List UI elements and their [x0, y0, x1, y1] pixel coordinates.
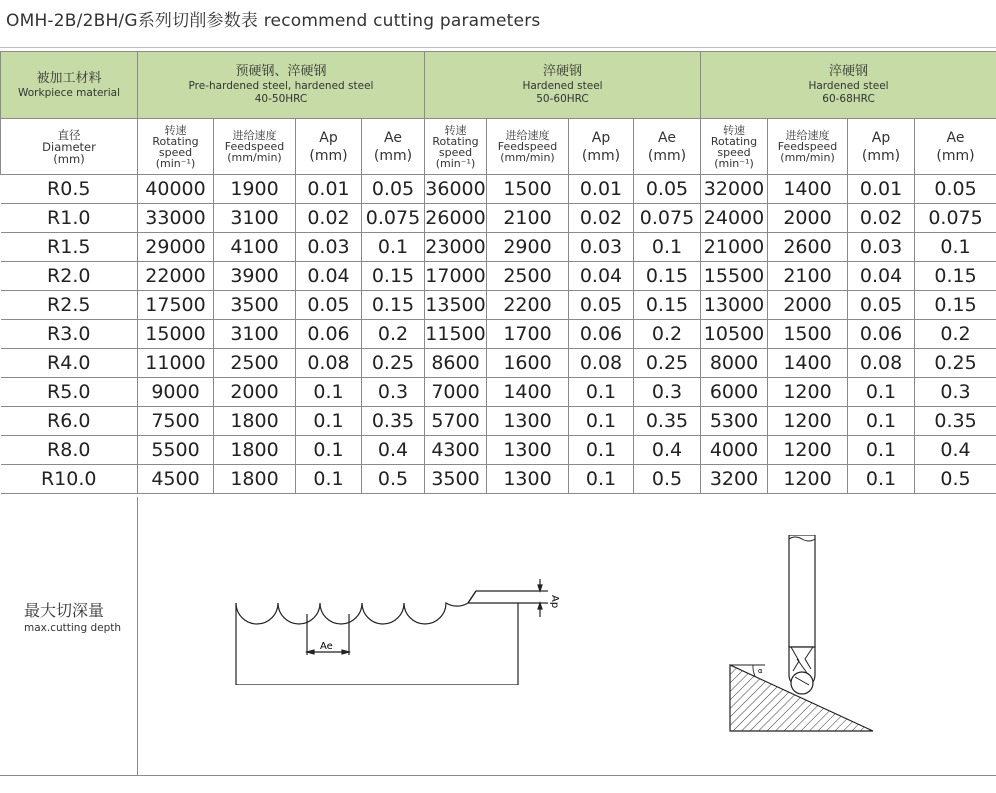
header-text: Ap [871, 129, 891, 146]
value-cell: 0.15 [634, 291, 701, 320]
value-cell: 1200 [768, 436, 848, 465]
value-cell: 29000 [138, 233, 214, 262]
value-cell: 1800 [214, 436, 296, 465]
header-text: Ae [658, 129, 676, 146]
value-cell: 5700 [425, 407, 487, 436]
header-text: (min⁻¹) [435, 156, 476, 170]
value-cell: 0.01 [848, 175, 915, 204]
value-cell: 0.03 [296, 233, 362, 262]
value-cell: 0.1 [296, 436, 362, 465]
diameter-en: Diameter [42, 139, 96, 154]
value-cell: 9000 [138, 378, 214, 407]
alpha-label: α [758, 667, 763, 675]
subheader-row [1, 119, 996, 175]
group-hrc: 40-50HRC [254, 93, 308, 105]
header-text: speed [438, 145, 473, 159]
value-cell: 0.06 [569, 320, 634, 349]
value-cell: 21000 [701, 233, 768, 262]
value-cell: 0.04 [569, 262, 634, 291]
rotating-speed-header [425, 119, 487, 175]
value-cell: 0.08 [296, 349, 362, 378]
value-cell: 0.06 [848, 320, 915, 349]
value-cell: 0.05 [848, 291, 915, 320]
value-cell: 4300 [425, 436, 487, 465]
diameter-cell: R10.0 [1, 465, 138, 494]
value-cell: 23000 [425, 233, 487, 262]
value-cell: 0.1 [634, 233, 701, 262]
value-cell: 0.05 [915, 175, 996, 204]
value-cell: 0.03 [848, 233, 915, 262]
table-row [1, 233, 996, 262]
value-cell: 2500 [487, 262, 569, 291]
header-text: 进给速度 [785, 129, 830, 142]
group-header-50-60 [425, 52, 701, 119]
group-zh: 预硬钢、淬硬钢 [235, 64, 327, 79]
header-text: (mm) [936, 147, 975, 164]
value-cell: 0.01 [569, 175, 634, 204]
header-row [1, 52, 996, 119]
value-cell: 0.1 [569, 436, 634, 465]
value-cell: 0.1 [569, 465, 634, 494]
value-cell: 0.5 [362, 465, 425, 494]
feedspeed-header [487, 119, 569, 175]
value-cell: 0.1 [296, 378, 362, 407]
value-cell: 13000 [701, 291, 768, 320]
diameter-cell: R0.5 [1, 175, 138, 204]
value-cell: 0.2 [634, 320, 701, 349]
value-cell: 15500 [701, 262, 768, 291]
diameter-cell: R1.0 [1, 204, 138, 233]
header-text: 进给速度 [505, 129, 550, 142]
header-text: (mm) [373, 147, 413, 164]
value-cell: 0.06 [296, 320, 362, 349]
side-cut-diagram [230, 575, 575, 685]
value-cell: 7000 [425, 378, 487, 407]
value-cell: 0.1 [848, 378, 915, 407]
header-text: (mm) [309, 147, 348, 164]
table-row [1, 291, 996, 320]
value-cell: 0.03 [569, 233, 634, 262]
ae-label: Ae [320, 641, 333, 652]
rotating-speed-header [138, 119, 214, 175]
value-cell: 0.05 [634, 175, 701, 204]
value-cell: 6000 [701, 378, 768, 407]
value-cell: 1300 [487, 407, 569, 436]
page-title: OMH-2B/2BH/G系列切削参数表 recommend cutting parameters [6, 11, 541, 31]
value-cell: 0.075 [362, 204, 425, 233]
value-cell: 0.075 [634, 204, 701, 233]
value-cell: 0.04 [848, 262, 915, 291]
header-text: (mm/min) [780, 151, 835, 164]
header-text: Ap [319, 129, 338, 146]
value-cell: 0.1 [569, 407, 634, 436]
header-text: 转速 [444, 123, 467, 137]
value-cell: 1600 [487, 349, 569, 378]
value-cell: 0.2 [915, 320, 996, 349]
max-cutting-depth-section [0, 497, 996, 776]
header-text: (mm) [647, 147, 687, 164]
value-cell: 0.25 [915, 349, 996, 378]
header-text: Ae [384, 129, 402, 146]
value-cell: 0.4 [362, 436, 425, 465]
group-header-60-68 [701, 52, 996, 119]
depth-label-zh: 最大切深量 [24, 601, 105, 620]
group-hrc: 60-68HRC [822, 93, 875, 105]
value-cell: 0.3 [915, 378, 996, 407]
value-cell: 0.5 [915, 465, 996, 494]
ap-header [569, 119, 634, 175]
value-cell: 3500 [425, 465, 487, 494]
header-text: 转速 [723, 123, 746, 137]
header-text: (mm/min) [500, 151, 555, 164]
diameter-cell: R5.0 [1, 378, 138, 407]
value-cell: 0.1 [848, 465, 915, 494]
value-cell: 0.02 [848, 204, 915, 233]
group-en: Hardened steel [522, 80, 603, 92]
value-cell: 0.05 [362, 175, 425, 204]
value-cell: 2200 [487, 291, 569, 320]
value-cell: 11500 [425, 320, 487, 349]
section-divider [137, 497, 138, 775]
diameter-unit: (mm) [53, 151, 85, 166]
table-row [1, 436, 996, 465]
value-cell: 1300 [487, 465, 569, 494]
value-cell: 0.01 [296, 175, 362, 204]
header-text: 进给速度 [232, 129, 277, 142]
value-cell: 0.1 [915, 233, 996, 262]
header-text: Ap [591, 129, 611, 146]
value-cell: 0.04 [296, 262, 362, 291]
value-cell: 3500 [214, 291, 296, 320]
ae-header [634, 119, 701, 175]
ae-header [915, 119, 996, 175]
value-cell: 4000 [701, 436, 768, 465]
group-hrc: 50-60HRC [536, 93, 589, 105]
value-cell: 17500 [138, 291, 214, 320]
value-cell: 32000 [701, 175, 768, 204]
header-text: (mm) [581, 147, 621, 164]
value-cell: 2000 [768, 204, 848, 233]
ap-header [296, 119, 362, 175]
value-cell: 13500 [425, 291, 487, 320]
value-cell: 22000 [138, 262, 214, 291]
diameter-cell: R3.0 [1, 320, 138, 349]
diameter-cell: R2.0 [1, 262, 138, 291]
material-en: Workpiece material [17, 86, 121, 99]
value-cell: 2900 [487, 233, 569, 262]
group-en: Hardened steel [808, 80, 889, 92]
value-cell: 0.35 [915, 407, 996, 436]
value-cell: 0.5 [634, 465, 701, 494]
header-text: (mm) [861, 147, 901, 164]
header-text: Feedspeed [777, 140, 838, 153]
header-text: Feedspeed [497, 140, 558, 153]
value-cell: 1400 [487, 378, 569, 407]
value-cell: 1200 [768, 407, 848, 436]
value-cell: 1800 [214, 465, 296, 494]
ap-label: Ap [549, 595, 560, 609]
value-cell: 2600 [768, 233, 848, 262]
value-cell: 10500 [701, 320, 768, 349]
value-cell: 0.25 [634, 349, 701, 378]
value-cell: 2500 [214, 349, 296, 378]
diameter-cell: R4.0 [1, 349, 138, 378]
value-cell: 0.15 [915, 262, 996, 291]
header-text: speed [717, 145, 751, 159]
value-cell: 0.3 [634, 378, 701, 407]
depth-label-en: max.cutting depth [24, 622, 122, 634]
header-text: Rotating [152, 134, 199, 148]
diameter-header [1, 119, 138, 175]
value-cell: 1200 [768, 465, 848, 494]
value-cell: 0.35 [362, 407, 425, 436]
value-cell: 0.08 [848, 349, 915, 378]
value-cell: 0.1 [296, 465, 362, 494]
value-cell: 0.1 [569, 378, 634, 407]
value-cell: 1400 [768, 349, 848, 378]
value-cell: 0.25 [362, 349, 425, 378]
table-row [1, 465, 996, 494]
ball-nose-slope-diagram [725, 535, 885, 735]
cutting-parameters-table [0, 51, 996, 494]
value-cell: 0.3 [362, 378, 425, 407]
diameter-cell: R8.0 [1, 436, 138, 465]
value-cell: 0.35 [634, 407, 701, 436]
value-cell: 0.05 [296, 291, 362, 320]
value-cell: 2100 [768, 262, 848, 291]
value-cell: 0.075 [915, 204, 996, 233]
value-cell: 0.1 [848, 407, 915, 436]
value-cell: 33000 [138, 204, 214, 233]
value-cell: 24000 [701, 204, 768, 233]
diameter-cell: R1.5 [1, 233, 138, 262]
table-row [1, 204, 996, 233]
value-cell: 17000 [425, 262, 487, 291]
value-cell: 4500 [138, 465, 214, 494]
value-cell: 4100 [214, 233, 296, 262]
value-cell: 0.1 [296, 407, 362, 436]
value-cell: 1900 [214, 175, 296, 204]
value-cell: 1400 [768, 175, 848, 204]
value-cell: 5300 [701, 407, 768, 436]
header-text: (mm/min) [227, 151, 282, 164]
table-row [1, 175, 996, 204]
header-text: Rotating [432, 134, 479, 148]
value-cell: 0.1 [362, 233, 425, 262]
value-cell: 3100 [214, 320, 296, 349]
group-en: Pre-hardened steel, hardened steel [188, 80, 374, 92]
table-row [1, 349, 996, 378]
value-cell: 0.15 [634, 262, 701, 291]
value-cell: 2000 [768, 291, 848, 320]
value-cell: 2000 [214, 378, 296, 407]
value-cell: 15000 [138, 320, 214, 349]
value-cell: 0.15 [915, 291, 996, 320]
feedspeed-header [214, 119, 296, 175]
table-row [1, 262, 996, 291]
value-cell: 0.4 [915, 436, 996, 465]
group-zh: 淬硬钢 [829, 64, 869, 79]
header-text: (min⁻¹) [714, 156, 754, 170]
value-cell: 0.15 [362, 291, 425, 320]
value-cell: 3900 [214, 262, 296, 291]
value-cell: 0.1 [848, 436, 915, 465]
table-body [1, 175, 996, 494]
group-zh: 淬硬钢 [543, 64, 583, 79]
title-divider [0, 47, 996, 48]
value-cell: 0.08 [569, 349, 634, 378]
feedspeed-header [768, 119, 848, 175]
value-cell: 36000 [425, 175, 487, 204]
value-cell: 40000 [138, 175, 214, 204]
value-cell: 0.02 [296, 204, 362, 233]
value-cell: 5500 [138, 436, 214, 465]
value-cell: 0.2 [362, 320, 425, 349]
header-text: Rotating [710, 134, 758, 148]
value-cell: 1700 [487, 320, 569, 349]
value-cell: 1800 [214, 407, 296, 436]
ap-header [848, 119, 915, 175]
diameter-cell: R6.0 [1, 407, 138, 436]
rotating-speed-header [701, 119, 768, 175]
value-cell: 8000 [701, 349, 768, 378]
value-cell: 0.15 [362, 262, 425, 291]
diameter-cell: R2.5 [1, 291, 138, 320]
value-cell: 0.4 [634, 436, 701, 465]
value-cell: 11000 [138, 349, 214, 378]
value-cell: 1200 [768, 378, 848, 407]
group-header-40-50 [138, 52, 425, 119]
table-row [1, 407, 996, 436]
value-cell: 1300 [487, 436, 569, 465]
material-zh: 被加工材料 [36, 70, 102, 86]
header-text: speed [158, 145, 193, 159]
table-row [1, 320, 996, 349]
value-cell: 2100 [487, 204, 569, 233]
header-text: Feedspeed [224, 140, 285, 153]
value-cell: 8600 [425, 349, 487, 378]
value-cell: 26000 [425, 204, 487, 233]
header-text: (min⁻¹) [155, 156, 196, 170]
value-cell: 3200 [701, 465, 768, 494]
value-cell: 1500 [768, 320, 848, 349]
workpiece-material-header [1, 52, 138, 119]
value-cell: 0.02 [569, 204, 634, 233]
header-text: Ae [946, 129, 965, 146]
header-text: 转速 [164, 123, 187, 137]
diameter-zh: 直径 [57, 127, 81, 142]
value-cell: 3100 [214, 204, 296, 233]
value-cell: 1500 [487, 175, 569, 204]
ae-header [362, 119, 425, 175]
value-cell: 7500 [138, 407, 214, 436]
value-cell: 0.05 [569, 291, 634, 320]
table-row [1, 378, 996, 407]
